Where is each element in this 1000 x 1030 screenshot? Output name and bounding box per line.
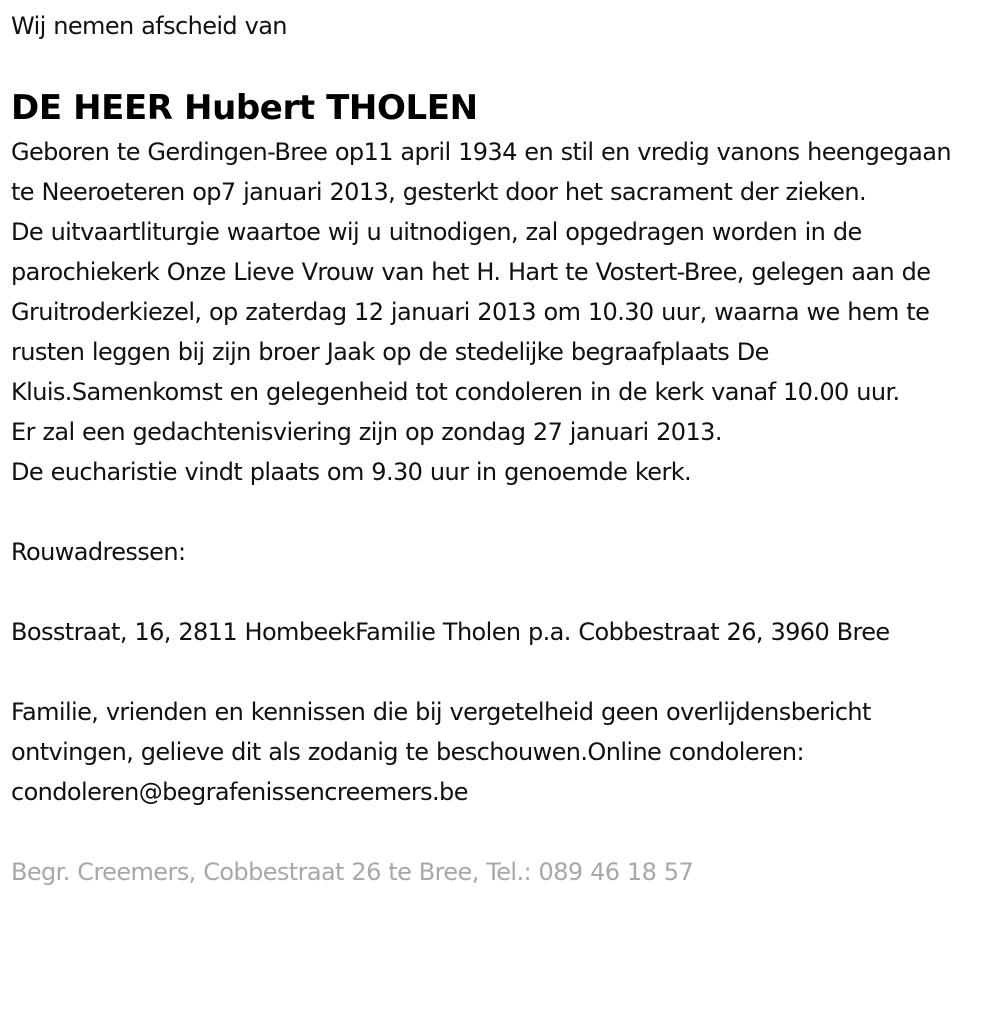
memorial-paragraph: Er zal een gedachtenisviering zijn op zondag 27 januari 2013. xyxy=(11,418,722,446)
spacer xyxy=(11,812,980,852)
spacer xyxy=(11,572,980,612)
intro-text: Wij nemen afscheid van xyxy=(11,12,287,40)
spacer xyxy=(11,492,980,532)
eucharist-paragraph: De eucharistie vindt plaats om 9.30 uur in genoemde kerk. xyxy=(11,458,692,486)
funeral-paragraph: De uitvaartliturgie waartoe wij u uitnodigen, zal opgedragen worden in de parochiekerk Onze Lieve Vrouw van het H. Hart te Vostert-Bree, gelegen aan de Gruitroderkiezel, op zaterdag 12 januari 2013 om 10.30 uur, waarna we hem te rusten leggen bij zijn broer Jaak op de stedelijke begraafplaats De Kluis.Samenkomst en gelegenheid tot condoleren in de kerk vanaf 10.00 uur. xyxy=(11,218,931,406)
birth-death-paragraph: Geboren te Gerdingen-Bree op11 april 1934 en stil en vredig vanons heengegaan te Neeroeteren op7 januari 2013, gesterkt door het sacrament der zieken. xyxy=(11,138,951,206)
addresses-text: Bosstraat, 16, 2811 HombeekFamilie Tholen p.a. Cobbestraat 26, 3960 Bree xyxy=(11,618,890,646)
spacer xyxy=(11,652,980,692)
deceased-name-title: DE HEER Hubert THOLEN xyxy=(11,88,478,128)
addresses-label: Rouwadressen: xyxy=(11,538,186,566)
funeral-home-footer: Begr. Creemers, Cobbestraat 26 te Bree, Tel.: 089 46 18 57 xyxy=(11,858,694,886)
closing-paragraph: Familie, vrienden en kennissen die bij vergetelheid geen overlijdensbericht ontvingen, gelieve dit als zodanig te beschouwen.Online condoleren: condoleren@begrafenissencreemers.be xyxy=(11,698,871,806)
